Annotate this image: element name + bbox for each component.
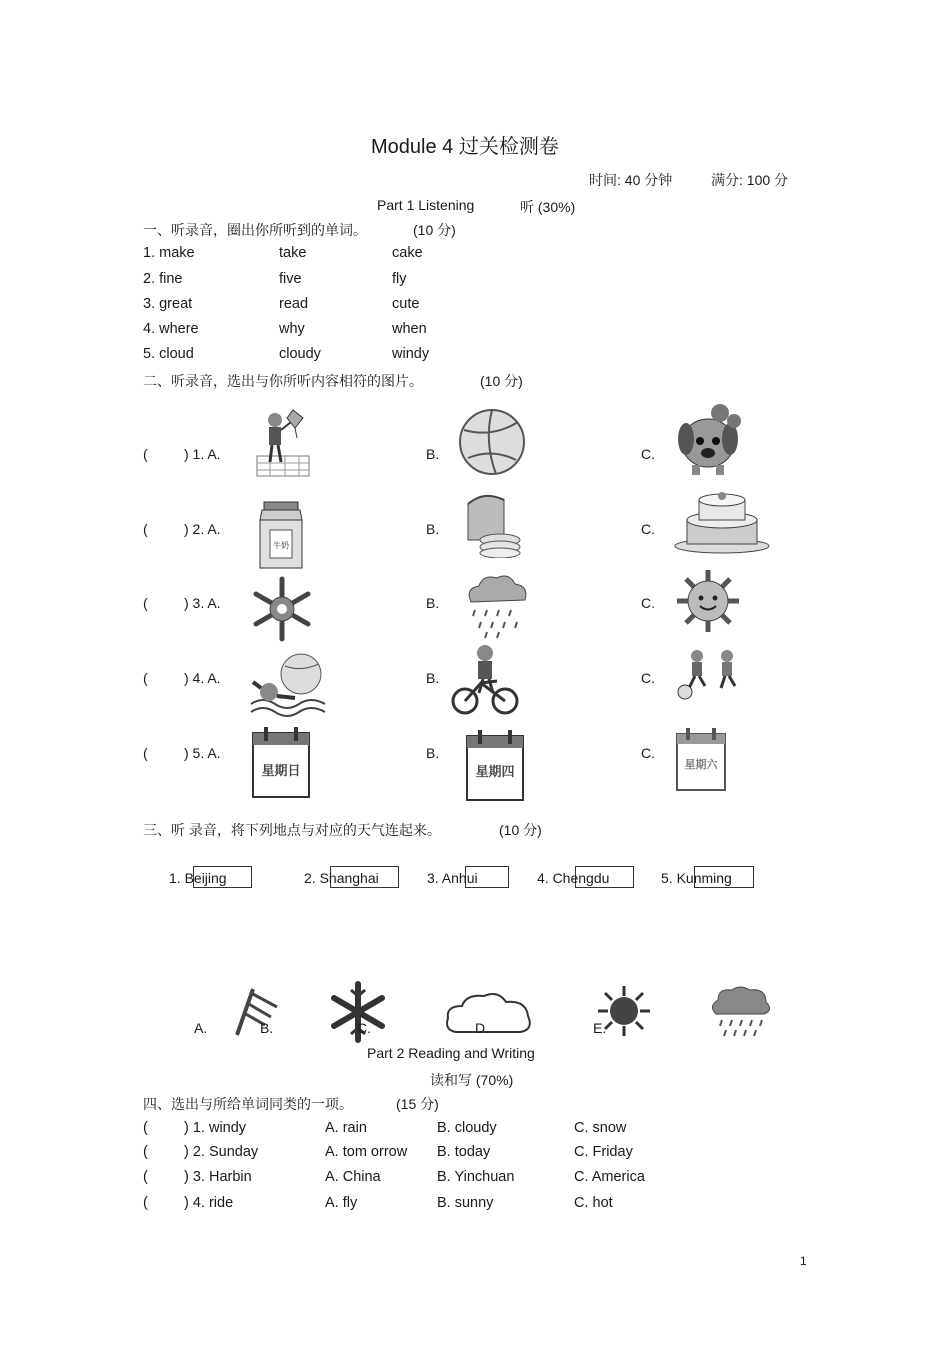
sec1-q4: 4. where xyxy=(143,321,199,337)
answer-paren-open[interactable]: ( xyxy=(143,1169,148,1185)
sec4-q3-b[interactable]: B. Yinchuan xyxy=(437,1169,515,1185)
cycling-boy-picture[interactable] xyxy=(451,643,519,717)
sec2-q3-b: B. xyxy=(426,595,440,611)
section1-heading: 一、听录音，圈出你所听到的单词。 xyxy=(143,222,367,238)
sun-picture[interactable] xyxy=(675,568,741,634)
sec4-q2-b[interactable]: B. today xyxy=(437,1144,491,1160)
sec1-q4-c[interactable]: when xyxy=(392,321,427,337)
sec4-q3: ) 3. Harbin xyxy=(184,1169,252,1185)
sec2-q5-c: C. xyxy=(641,745,655,761)
sec1-q3-c[interactable]: cute xyxy=(392,296,420,312)
part1-heading: Part 1 Listening xyxy=(377,197,475,213)
place-beijing[interactable]: 1. Beijing xyxy=(169,870,227,886)
sec1-q4-b[interactable]: why xyxy=(279,321,305,337)
sec2-q4-b: B. xyxy=(426,670,440,686)
sec4-q3-a[interactable]: A. China xyxy=(325,1169,381,1185)
sec2-q4-number: ) 4. A. xyxy=(184,670,221,686)
sec1-q3: 3. great xyxy=(143,296,193,312)
milk-carton-picture[interactable] xyxy=(258,500,304,570)
weather-label-a: A. xyxy=(194,1020,208,1036)
sec2-q3-number: ) 3. A. xyxy=(184,595,221,611)
sec1-q5-b[interactable]: cloudy xyxy=(279,346,321,362)
volleyball-picture[interactable] xyxy=(458,408,526,476)
sec1-q1-b[interactable]: take xyxy=(279,245,307,261)
snowflake-picture[interactable] xyxy=(250,575,314,643)
sec1-q5-c[interactable]: windy xyxy=(392,346,430,362)
sec4-q4-a[interactable]: A. fly xyxy=(325,1195,358,1211)
svg-text:星期四: 星期四 xyxy=(475,765,515,780)
section4-points: (15 分) xyxy=(396,1096,439,1112)
place-kunming[interactable]: 5. Kunming xyxy=(661,870,732,886)
weather-label-c: C. xyxy=(357,1020,371,1036)
swimming-boy-picture[interactable] xyxy=(249,652,327,718)
kite-boy-picture[interactable] xyxy=(255,408,311,478)
sec2-q1-number: ) 1. A. xyxy=(184,446,221,462)
place-chengdu[interactable]: 4. Chengdu xyxy=(537,870,610,886)
sec2-q5-number: ) 5. A. xyxy=(184,745,221,761)
answer-paren-open[interactable]: ( xyxy=(143,670,148,686)
sec2-q1-b: B. xyxy=(426,446,440,462)
calendar-sunday-picture[interactable] xyxy=(250,725,312,799)
answer-paren-open[interactable]: ( xyxy=(143,521,148,537)
page-title: Module 4 过关检测卷 xyxy=(371,136,559,158)
sec4-q4-c[interactable]: C. hot xyxy=(574,1195,613,1211)
bread-picture[interactable] xyxy=(460,490,524,558)
answer-paren-open[interactable]: ( xyxy=(143,1144,148,1160)
section3-heading: 三、听 录音，将下列地点与对应的天气连起来。 xyxy=(143,822,441,838)
calendar-thursday-picture[interactable] xyxy=(464,728,526,802)
place-anhui[interactable]: 3. Anhui xyxy=(427,870,478,886)
sec1-q3-b[interactable]: read xyxy=(279,296,309,312)
cake-picture[interactable] xyxy=(673,486,771,554)
sec4-q1-a[interactable]: A. rain xyxy=(325,1120,367,1136)
answer-paren-open[interactable]: ( xyxy=(143,745,148,761)
sec2-q4-c: C. xyxy=(641,670,655,686)
sec2-q2-c: C. xyxy=(641,521,655,537)
rainy-icon[interactable] xyxy=(708,984,772,1042)
weather-label-d: D. xyxy=(475,1020,489,1036)
rain-cloud-picture[interactable] xyxy=(461,570,531,640)
page-number: 1 xyxy=(800,1254,807,1268)
sec1-q2-b[interactable]: five xyxy=(279,271,302,287)
section3-points: (10 分) xyxy=(499,822,542,838)
dog-picture[interactable] xyxy=(672,403,744,477)
sec2-q2-number: ) 2. A. xyxy=(184,521,221,537)
svg-text:牛奶: 牛奶 xyxy=(273,541,289,550)
windy-icon[interactable] xyxy=(231,985,281,1037)
part1-percent: 听 (30%) xyxy=(520,199,576,215)
svg-text:星期日: 星期日 xyxy=(261,764,301,779)
sec4-q1: ) 1. windy xyxy=(184,1120,247,1136)
place-shanghai[interactable]: 2. Shanghai xyxy=(304,870,379,886)
sec1-q1: 1. make xyxy=(143,245,195,261)
section4-heading: 四、选出与所给单词同类的一项。 xyxy=(143,1096,353,1112)
calendar-saturday-picture[interactable] xyxy=(674,726,728,792)
answer-paren-open[interactable]: ( xyxy=(143,446,148,462)
sec4-q2-a[interactable]: A. tom orrow xyxy=(325,1144,408,1160)
section2-points: (10 分) xyxy=(480,373,523,389)
sec4-q1-c[interactable]: C. snow xyxy=(574,1120,627,1136)
full-score: 满分: 100 分 xyxy=(711,172,789,188)
sec1-q2: 2. fine xyxy=(143,271,183,287)
answer-paren-open[interactable]: ( xyxy=(143,1120,148,1136)
sec2-q3-c: C. xyxy=(641,595,655,611)
sec4-q2-c[interactable]: C. Friday xyxy=(574,1144,633,1160)
football-kids-picture[interactable] xyxy=(677,646,743,702)
sec2-q2-b: B. xyxy=(426,521,440,537)
sec2-q1-c: C. xyxy=(641,446,655,462)
sec4-q4-b[interactable]: B. sunny xyxy=(437,1195,494,1211)
sec1-q2-c[interactable]: fly xyxy=(392,271,407,287)
section1-points: (10 分) xyxy=(413,222,456,238)
sec4-q3-c[interactable]: C. America xyxy=(574,1169,645,1185)
sec4-q2: ) 2. Sunday xyxy=(184,1144,259,1160)
sec1-q5: 5. cloud xyxy=(143,346,194,362)
weather-label-b: B. xyxy=(260,1020,274,1036)
section2-heading: 二、听录音，选出与你所听内容相符的图片。 xyxy=(143,373,423,389)
time-limit: 时间: 40 分钟 xyxy=(589,172,673,188)
part2-percent: 读和写 (70%) xyxy=(430,1072,514,1088)
answer-paren-open[interactable]: ( xyxy=(143,1195,148,1211)
sec4-q1-b[interactable]: B. cloudy xyxy=(437,1120,497,1136)
sec4-q4: ) 4. ride xyxy=(184,1195,234,1211)
weather-label-e: E. xyxy=(593,1020,607,1036)
svg-text:星期六: 星期六 xyxy=(684,758,718,771)
answer-paren-open[interactable]: ( xyxy=(143,595,148,611)
part2-heading: Part 2 Reading and Writing xyxy=(367,1045,535,1061)
sec1-q1-c[interactable]: cake xyxy=(392,245,423,261)
sec2-q5-b: B. xyxy=(426,745,440,761)
